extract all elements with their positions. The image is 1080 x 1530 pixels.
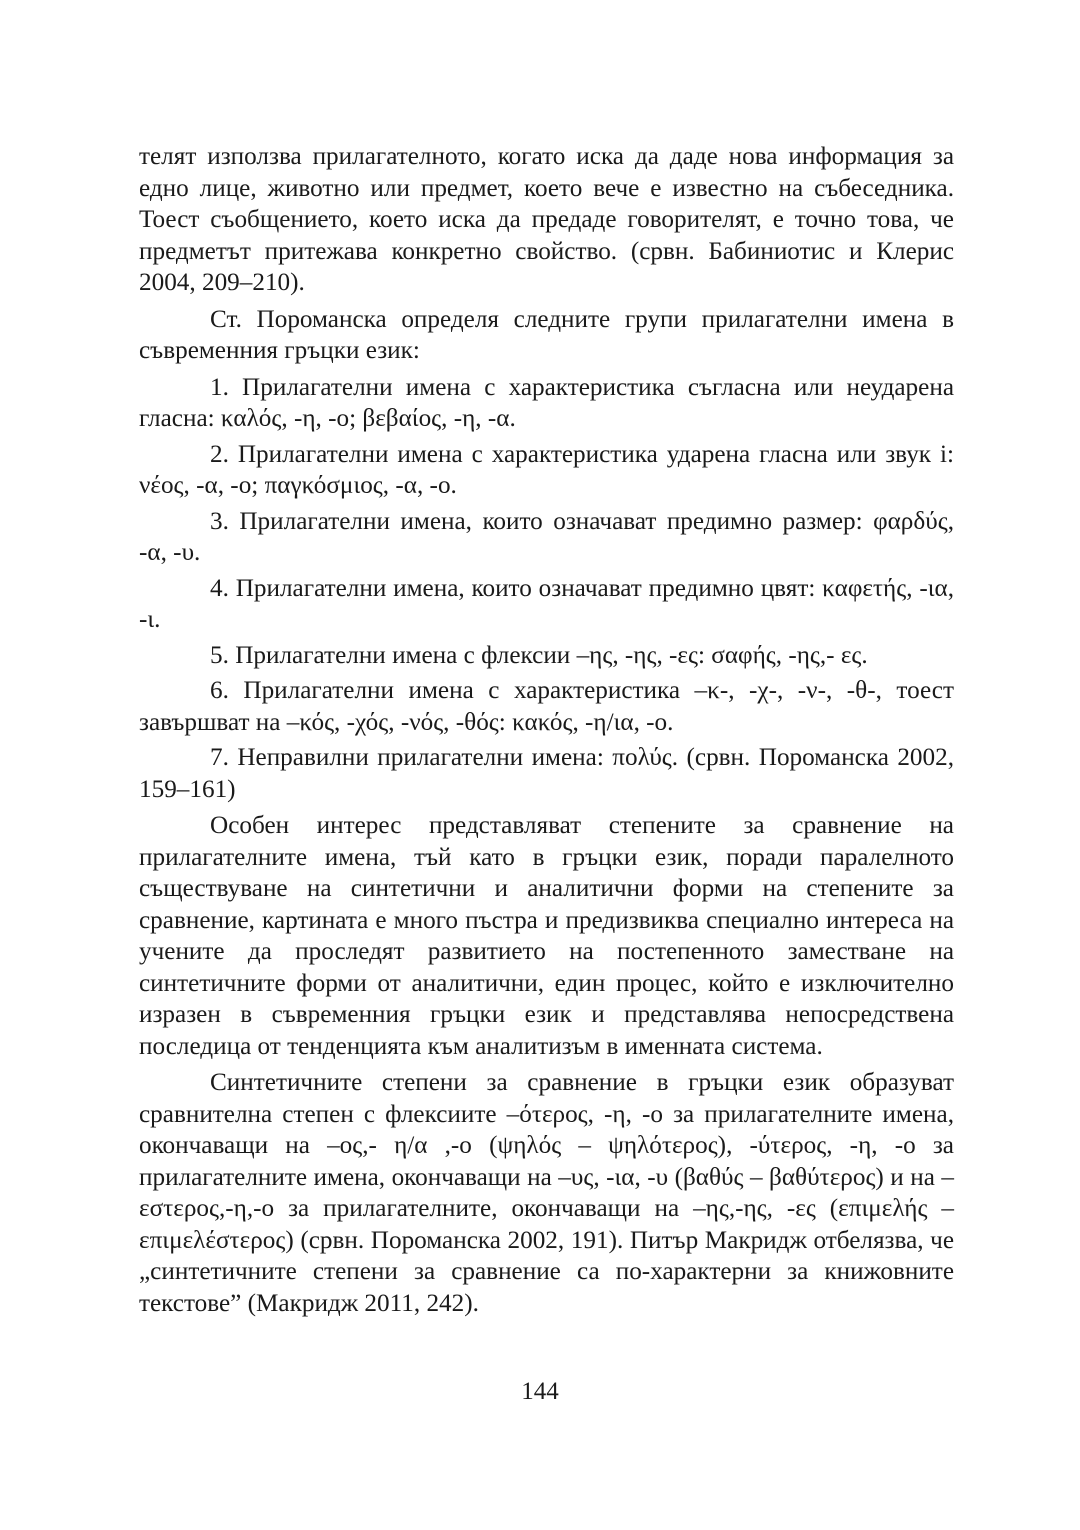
page-number: 144: [521, 1378, 559, 1405]
list-item-2: 2. Прилагателни имена с характеристика ударена гласна или звук i: νέος, -α, -ο; παγκόσμιος, -α, -ο.: [139, 440, 954, 499]
list-item-3: 3. Прилагателни имена, които означават предимно размер: φαρδύς, -α, -υ.: [139, 507, 954, 566]
paragraph-comparison-interest: Особен интерес представляват степените за сравнение на прилагателните имена, тъй като в гръцки език, поради паралелното съществуване на синтетични и аналитични форми на степените за сравнение, картината е много пъстра и предизвиква специално интереса на учените да проследят развитието на постепенното заместване на синтетичните форми от аналитични, един процес, който е изключително изразен в съвременния гръцки език и представлява непосредствена последица от тенденцията към аналитизъм в именната система.: [139, 812, 954, 1060]
paragraph-synthetic-degrees: Синтетичните степени за сравнение в гръцки език образуват сравнителна степен с флексиите –ότερος, -η, -о за прилагателните имена, окончаващи на –ος,- η/α ,-ο (ψηλός – ψηλότερος), -ύτερος, -η, -о за прилагателните имена, окончаващи на –υς, -ια, -υ (βαθύς – βαθύτερος) и на –εστερος,-η,-ο за прилагателните, окончаващи на –ης,-ης, -ες (επιμελής – επιμελέστερος) (срвн. Пороманска 2002, 191). Питър Макридж отбелязва, че „синтетичните степени за сравнение са по-характерни за книжовните текстове” (Макридж 2011, 242).: [139, 1069, 954, 1317]
paragraph-groups-intro: Ст. Пороманска определя следните групи прилагателни имена в съвременния гръцки език:: [139, 305, 954, 364]
page-body: [139, 141, 954, 1324]
list-item-7: 7. Неправилни прилагателни имена: πολύς. (срвн. Пороманска 2002, 159–161): [139, 744, 954, 803]
paragraph-continuation: телят използва прилагателното, когато иска да даде нова информация за едно лице, животно или предмет, което вече е известно на събеседника. Тоест съобщението, което иска да предаде говорителят, е точно това, че предметът притежава конкретно свойство. (срвн. Бабиниотис и Клерис 2004, 209–210).: [139, 143, 954, 296]
list-item-5: 5. Прилагателни имена с флексии –ης, -ης, -ες: σαφής, -ης,- ες.: [210, 641, 868, 669]
list-item-6: 6. Прилагателни имена с характеристика –κ-, -χ-, -ν-, -θ-, тоест завършват на –κός, -χός, -νός, -θός: κακός, -η/ια, -ο.: [139, 677, 954, 736]
list-item-4: 4. Прилагателни имена, които означават предимно цвят: καφετής, -ια, -ι.: [139, 574, 954, 633]
list-item-1: 1. Прилагателни имена с характеристика съгласна или неударена гласна: καλός, -η, -ο; βεβαίος, -η, -α.: [139, 373, 954, 432]
